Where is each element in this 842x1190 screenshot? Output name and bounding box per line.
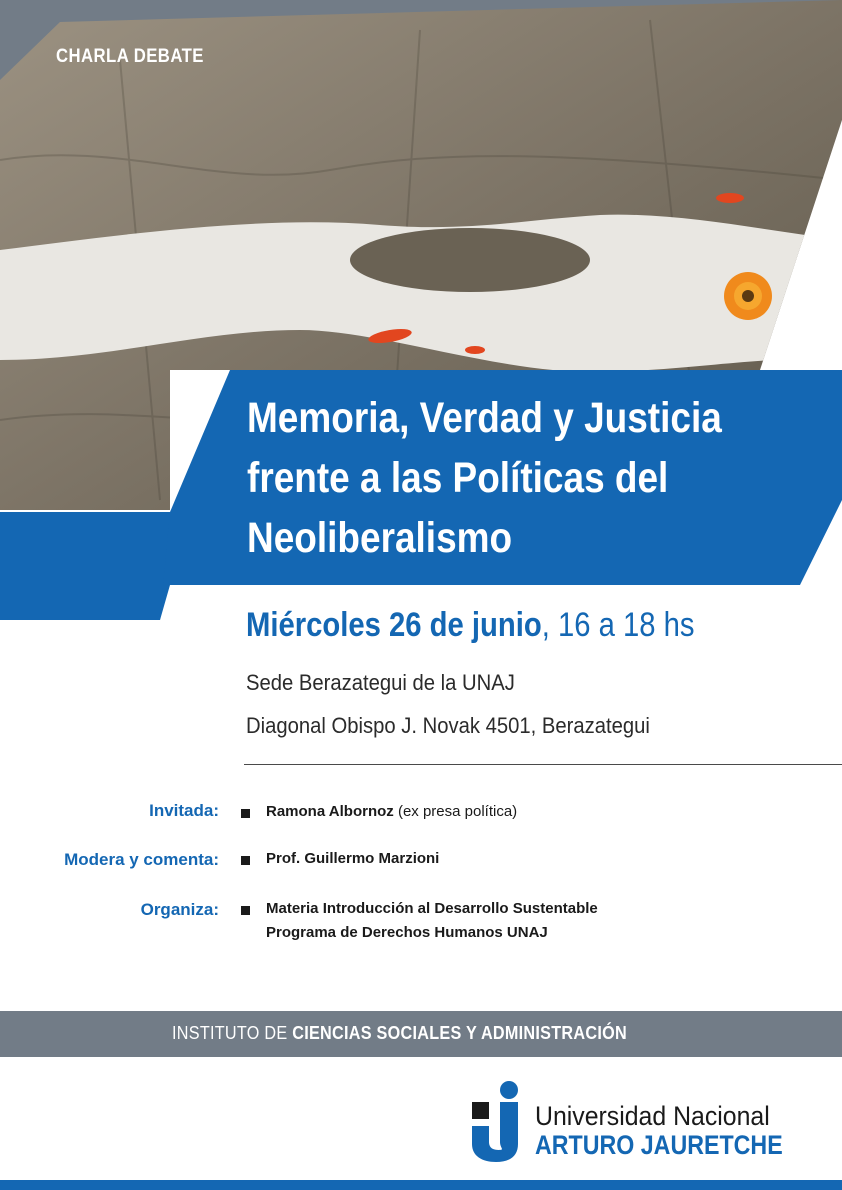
event-title-line: frente a las Políticas del <box>247 454 669 502</box>
flower-icon <box>724 272 772 320</box>
event-title-line: Memoria, Verdad y Justicia <box>247 394 722 442</box>
event-time: , 16 a 18 hs <box>541 606 695 644</box>
event-title <box>247 388 754 568</box>
event-type-tag: CHARLA DEBATE <box>56 46 204 67</box>
institute-name <box>172 1023 627 1044</box>
credit-label-guest: Invitada: <box>149 801 219 820</box>
guest-detail: (ex presa política) <box>393 803 518 820</box>
institute-strong: CIENCIAS SOCIALES Y ADMINISTRACIÓN <box>292 1023 627 1043</box>
section-divider <box>244 764 842 765</box>
event-title-line: Neoliberalismo <box>247 514 513 562</box>
university-name-line2: ARTURO JAURETCHE <box>535 1130 783 1160</box>
institute-prefix: INSTITUTO DE <box>172 1023 293 1043</box>
university-logo-icon <box>470 1080 528 1162</box>
credit-label-moderator: Modera y comenta: <box>64 850 219 869</box>
credit-organizer <box>266 897 598 945</box>
bullet-icon <box>241 906 250 915</box>
moderator-name: Prof. Guillermo Marzioni <box>266 850 440 867</box>
organizer-line: Programa de Derechos Humanos UNAJ <box>266 924 548 941</box>
bullet-icon <box>241 856 250 865</box>
event-date-time <box>246 606 695 645</box>
organizer-line: Materia Introducción al Desarrollo Sustentable <box>266 900 598 917</box>
bottom-stripe <box>0 1180 842 1190</box>
university-name-line1: Universidad Nacional <box>535 1101 770 1131</box>
event-venue: Sede Berazategui de la UNAJ <box>246 670 515 695</box>
event-address: Diagonal Obispo J. Novak 4501, Berazategui <box>246 713 650 738</box>
credit-label-organizer: Organiza: <box>140 900 219 919</box>
credit-moderator <box>266 847 439 871</box>
guest-name: Ramona Albornoz <box>266 803 394 820</box>
event-date: Miércoles 26 de junio <box>246 606 542 644</box>
credit-guest <box>266 800 517 824</box>
bullet-icon <box>241 809 250 818</box>
chalk-head-hole <box>350 228 590 292</box>
